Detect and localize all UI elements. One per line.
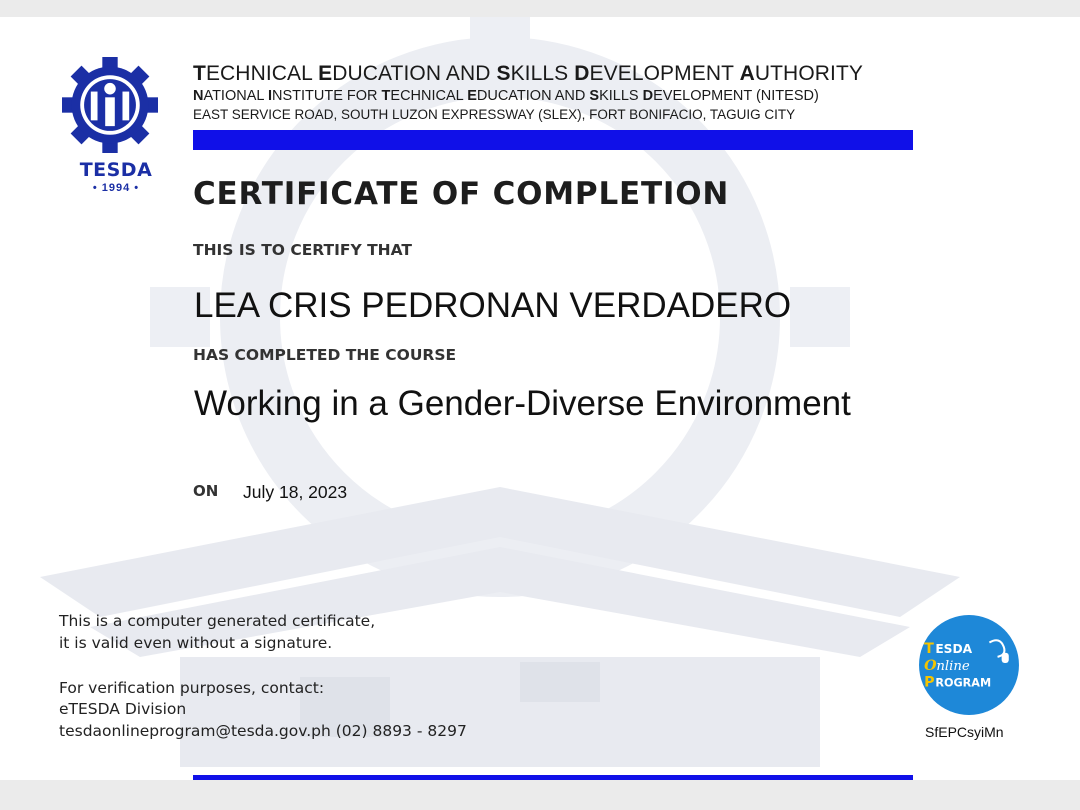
institute-name-initial: I	[267, 88, 272, 104]
completion-date: July 18, 2023	[243, 482, 348, 502]
certify-label: THIS IS TO CERTIFY THAT	[193, 241, 413, 259]
agency-name-initial: D	[574, 62, 590, 85]
institute-name-word-rest: DUCATION AND	[476, 88, 590, 104]
agency-name-initial: E	[318, 62, 333, 85]
certificate-title: CERTIFICATE OF COMPLETION	[193, 176, 730, 212]
institute-name-word-rest: KILLS	[599, 88, 643, 104]
computer-generated-note: This is a computer generated certificate,	[59, 612, 376, 630]
agency-name-word-rest: ECHNICAL	[205, 62, 319, 85]
badge-line1: ESDA	[935, 641, 973, 656]
tesda-gear-logo-icon	[62, 57, 158, 153]
contact-info: tesdaonlineprogram@tesda.gov.ph (02) 8893 - 8297	[59, 722, 467, 740]
agency-name-word-rest: UTHORITY	[754, 62, 863, 85]
institute-name	[193, 88, 819, 104]
agency-name-word-rest: KILLS	[510, 62, 575, 85]
agency-name	[193, 62, 863, 86]
institute-name-initial: N	[193, 88, 204, 104]
validity-note: it is valid even without a signature.	[59, 634, 333, 652]
agency-name-initial: T	[193, 62, 206, 85]
tesda-online-program-badge-icon	[918, 614, 1020, 716]
date-label: ON	[193, 482, 219, 500]
agency-name-initial: A	[739, 62, 755, 85]
certificate	[0, 17, 1080, 780]
institute-name-initial: E	[467, 88, 477, 104]
tesda-logo-text: TESDA	[79, 159, 153, 181]
certificate-code: SfEPCsyiMn	[925, 724, 1004, 740]
badge-initial-p: P	[924, 674, 935, 691]
institute-name-initial: D	[642, 88, 654, 104]
recipient-name: LEA CRIS PEDRONAN VERDADERO	[194, 286, 792, 325]
institute-name-word-rest: ATIONAL	[203, 88, 268, 104]
institute-name-initial: T	[381, 88, 391, 104]
badge-initial-o: O	[924, 658, 937, 675]
institute-name-word-rest: ECHNICAL	[390, 88, 468, 104]
completed-label: HAS COMPLETED THE COURSE	[193, 346, 457, 364]
institute-name-initial: S	[589, 88, 600, 104]
agency-address: EAST SERVICE ROAD, SOUTH LUZON EXPRESSWAY (SLEX), FORT BONIFACIO, TAGUIG CITY	[193, 107, 796, 122]
agency-name-word-rest: EVELOPMENT	[589, 62, 740, 85]
course-name: Working in a Gender-Diverse Environment	[194, 384, 851, 423]
agency-name-initial: S	[496, 62, 511, 85]
badge-line2: nline	[936, 659, 970, 675]
badge-initial-t: T	[924, 640, 934, 657]
tesda-logo-year: • 1994 •	[92, 182, 140, 194]
agency-name-word-rest: DUCATION AND	[332, 62, 497, 85]
institute-name-word-rest: EVELOPMENT (NITESD)	[653, 88, 819, 104]
header-divider-bar	[193, 130, 913, 150]
badge-line3: ROGRAM	[935, 676, 992, 690]
division-name: eTESDA Division	[59, 700, 187, 718]
footer-divider-bar	[193, 775, 913, 780]
verification-label: For verification purposes, contact:	[59, 679, 325, 697]
institute-name-word-rest: NSTITUTE FOR	[271, 88, 382, 104]
